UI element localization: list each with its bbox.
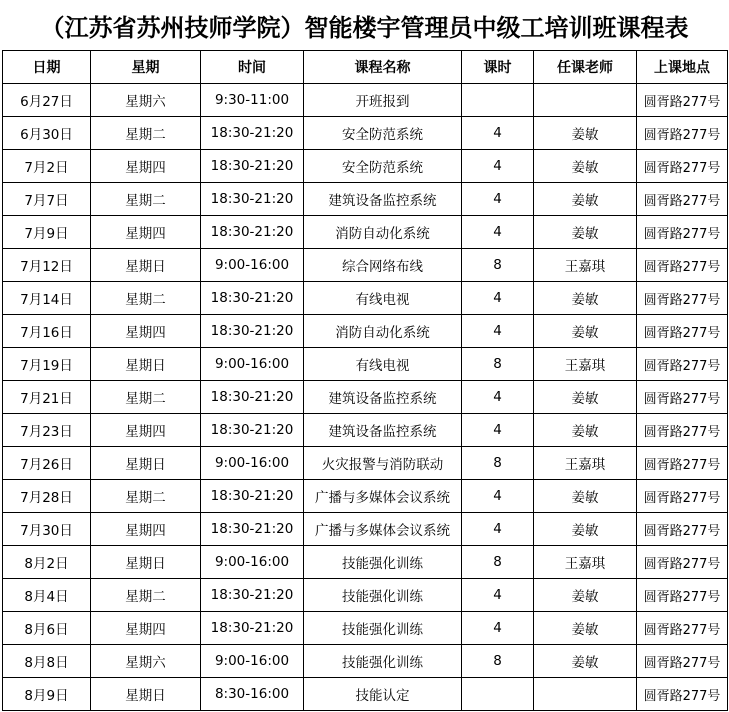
location-cell: 圆胥路277号 (637, 216, 728, 249)
location-cell: 圆胥路277号 (637, 117, 728, 150)
date-cell: 7月30日 (3, 513, 91, 546)
teacher-cell: 姜敏 (534, 645, 637, 678)
course-cell: 火灾报警与消防联动 (304, 447, 462, 480)
teacher-cell: 姜敏 (534, 150, 637, 183)
time-cell: 18:30-21:20 (201, 381, 304, 414)
course-cell: 消防自动化系统 (304, 315, 462, 348)
weekday-cell: 星期四 (91, 414, 201, 447)
location-cell: 圆胥路277号 (637, 150, 728, 183)
table-row (3, 447, 728, 480)
teacher-cell: 姜敏 (534, 513, 637, 546)
weekday-cell: 星期二 (91, 381, 201, 414)
teacher-cell: 姜敏 (534, 414, 637, 447)
course-cell: 技能强化训练 (304, 546, 462, 579)
time-cell: 18:30-21:20 (201, 117, 304, 150)
location-cell: 圆胥路277号 (637, 612, 728, 645)
teacher-cell: 王嘉琪 (534, 546, 637, 579)
table-row (3, 84, 728, 117)
table-row (3, 579, 728, 612)
header-weekday: 星期 (91, 51, 201, 84)
hours-cell: 8 (462, 546, 534, 579)
teacher-cell (534, 84, 637, 117)
time-cell: 18:30-21:20 (201, 414, 304, 447)
date-cell: 8月9日 (3, 678, 91, 711)
course-cell: 建筑设备监控系统 (304, 381, 462, 414)
location-cell: 圆胥路277号 (637, 381, 728, 414)
location-cell: 圆胥路277号 (637, 579, 728, 612)
table-row (3, 546, 728, 579)
header-time: 时间 (201, 51, 304, 84)
weekday-cell: 星期二 (91, 282, 201, 315)
weekday-cell: 星期六 (91, 645, 201, 678)
location-cell: 圆胥路277号 (637, 546, 728, 579)
time-cell: 9:00-16:00 (201, 249, 304, 282)
header-location: 上课地点 (637, 51, 728, 84)
date-cell: 7月16日 (3, 315, 91, 348)
table-row (3, 249, 728, 282)
teacher-cell: 姜敏 (534, 579, 637, 612)
header-hours: 课时 (462, 51, 534, 84)
weekday-cell: 星期四 (91, 612, 201, 645)
time-cell: 18:30-21:20 (201, 216, 304, 249)
weekday-cell: 星期四 (91, 216, 201, 249)
weekday-cell: 星期日 (91, 447, 201, 480)
location-cell: 圆胥路277号 (637, 513, 728, 546)
teacher-cell: 姜敏 (534, 381, 637, 414)
teacher-cell: 姜敏 (534, 117, 637, 150)
date-cell: 7月19日 (3, 348, 91, 381)
time-cell: 18:30-21:20 (201, 183, 304, 216)
hours-cell: 4 (462, 480, 534, 513)
header-row (3, 51, 728, 84)
teacher-cell: 王嘉琪 (534, 348, 637, 381)
date-cell: 7月2日 (3, 150, 91, 183)
table-row (3, 678, 728, 711)
teacher-cell: 姜敏 (534, 612, 637, 645)
weekday-cell: 星期日 (91, 249, 201, 282)
header-date: 日期 (3, 51, 91, 84)
hours-cell: 8 (462, 249, 534, 282)
hours-cell: 4 (462, 183, 534, 216)
teacher-cell (534, 678, 637, 711)
time-cell: 9:00-16:00 (201, 447, 304, 480)
location-cell: 圆胥路277号 (637, 84, 728, 117)
time-cell: 18:30-21:20 (201, 612, 304, 645)
hours-cell: 4 (462, 117, 534, 150)
time-cell: 9:30-11:00 (201, 84, 304, 117)
location-cell: 圆胥路277号 (637, 447, 728, 480)
course-cell: 有线电视 (304, 348, 462, 381)
course-cell: 开班报到 (304, 84, 462, 117)
course-cell: 安全防范系统 (304, 150, 462, 183)
date-cell: 8月2日 (3, 546, 91, 579)
table-row (3, 381, 728, 414)
course-cell: 安全防范系统 (304, 117, 462, 150)
teacher-cell: 王嘉琪 (534, 249, 637, 282)
weekday-cell: 星期二 (91, 579, 201, 612)
time-cell: 18:30-21:20 (201, 480, 304, 513)
teacher-cell: 王嘉琪 (534, 447, 637, 480)
table-row (3, 480, 728, 513)
course-cell: 消防自动化系统 (304, 216, 462, 249)
location-cell: 圆胥路277号 (637, 645, 728, 678)
hours-cell: 4 (462, 612, 534, 645)
course-cell: 综合网络布线 (304, 249, 462, 282)
course-cell: 广播与多媒体会议系统 (304, 480, 462, 513)
weekday-cell: 星期二 (91, 183, 201, 216)
course-cell: 建筑设备监控系统 (304, 414, 462, 447)
weekday-cell: 星期二 (91, 117, 201, 150)
time-cell: 9:00-16:00 (201, 546, 304, 579)
location-cell: 圆胥路277号 (637, 480, 728, 513)
date-cell: 7月23日 (3, 414, 91, 447)
date-cell: 7月14日 (3, 282, 91, 315)
time-cell: 9:00-16:00 (201, 645, 304, 678)
table-row (3, 315, 728, 348)
time-cell: 18:30-21:20 (201, 150, 304, 183)
header-course: 课程名称 (304, 51, 462, 84)
hours-cell: 4 (462, 513, 534, 546)
course-cell: 技能强化训练 (304, 612, 462, 645)
hours-cell: 8 (462, 348, 534, 381)
table-row (3, 282, 728, 315)
weekday-cell: 星期六 (91, 84, 201, 117)
course-cell: 技能认定 (304, 678, 462, 711)
date-cell: 6月30日 (3, 117, 91, 150)
hours-cell: 4 (462, 579, 534, 612)
course-cell: 技能强化训练 (304, 579, 462, 612)
hours-cell: 4 (462, 414, 534, 447)
date-cell: 7月28日 (3, 480, 91, 513)
location-cell: 圆胥路277号 (637, 315, 728, 348)
date-cell: 7月26日 (3, 447, 91, 480)
weekday-cell: 星期日 (91, 546, 201, 579)
schedule-table (2, 50, 728, 711)
hours-cell: 4 (462, 282, 534, 315)
date-cell: 6月27日 (3, 84, 91, 117)
weekday-cell: 星期四 (91, 150, 201, 183)
table-row (3, 216, 728, 249)
teacher-cell: 姜敏 (534, 315, 637, 348)
date-cell: 7月21日 (3, 381, 91, 414)
date-cell: 7月9日 (3, 216, 91, 249)
teacher-cell: 姜敏 (534, 183, 637, 216)
page-title: （江苏省苏州技师学院）智能楼宇管理员中级工培训班课程表 (40, 13, 689, 42)
location-cell: 圆胥路277号 (637, 348, 728, 381)
time-cell: 9:00-16:00 (201, 348, 304, 381)
teacher-cell: 姜敏 (534, 282, 637, 315)
hours-cell (462, 84, 534, 117)
table-row (3, 612, 728, 645)
hours-cell: 4 (462, 381, 534, 414)
hours-cell: 8 (462, 645, 534, 678)
location-cell: 圆胥路277号 (637, 183, 728, 216)
time-cell: 18:30-21:20 (201, 513, 304, 546)
course-cell: 广播与多媒体会议系统 (304, 513, 462, 546)
date-cell: 7月12日 (3, 249, 91, 282)
hours-cell: 4 (462, 150, 534, 183)
table-row (3, 414, 728, 447)
date-cell: 8月6日 (3, 612, 91, 645)
table-row (3, 183, 728, 216)
time-cell: 8:30-16:00 (201, 678, 304, 711)
course-cell: 技能强化训练 (304, 645, 462, 678)
time-cell: 18:30-21:20 (201, 282, 304, 315)
weekday-cell: 星期四 (91, 513, 201, 546)
teacher-cell: 姜敏 (534, 216, 637, 249)
weekday-cell: 星期二 (91, 480, 201, 513)
table-row (3, 117, 728, 150)
table-row (3, 150, 728, 183)
location-cell: 圆胥路277号 (637, 249, 728, 282)
location-cell: 圆胥路277号 (637, 282, 728, 315)
course-cell: 建筑设备监控系统 (304, 183, 462, 216)
hours-cell: 8 (462, 447, 534, 480)
date-cell: 8月8日 (3, 645, 91, 678)
weekday-cell: 星期日 (91, 348, 201, 381)
weekday-cell: 星期日 (91, 678, 201, 711)
date-cell: 8月4日 (3, 579, 91, 612)
hours-cell: 4 (462, 216, 534, 249)
weekday-cell: 星期四 (91, 315, 201, 348)
course-cell: 有线电视 (304, 282, 462, 315)
location-cell: 圆胥路277号 (637, 678, 728, 711)
time-cell: 18:30-21:20 (201, 579, 304, 612)
teacher-cell: 姜敏 (534, 480, 637, 513)
hours-cell (462, 678, 534, 711)
date-cell: 7月7日 (3, 183, 91, 216)
table-row (3, 348, 728, 381)
time-cell: 18:30-21:20 (201, 315, 304, 348)
header-teacher: 任课老师 (534, 51, 637, 84)
table-row (3, 513, 728, 546)
table-row (3, 645, 728, 678)
location-cell: 圆胥路277号 (637, 414, 728, 447)
hours-cell: 4 (462, 315, 534, 348)
